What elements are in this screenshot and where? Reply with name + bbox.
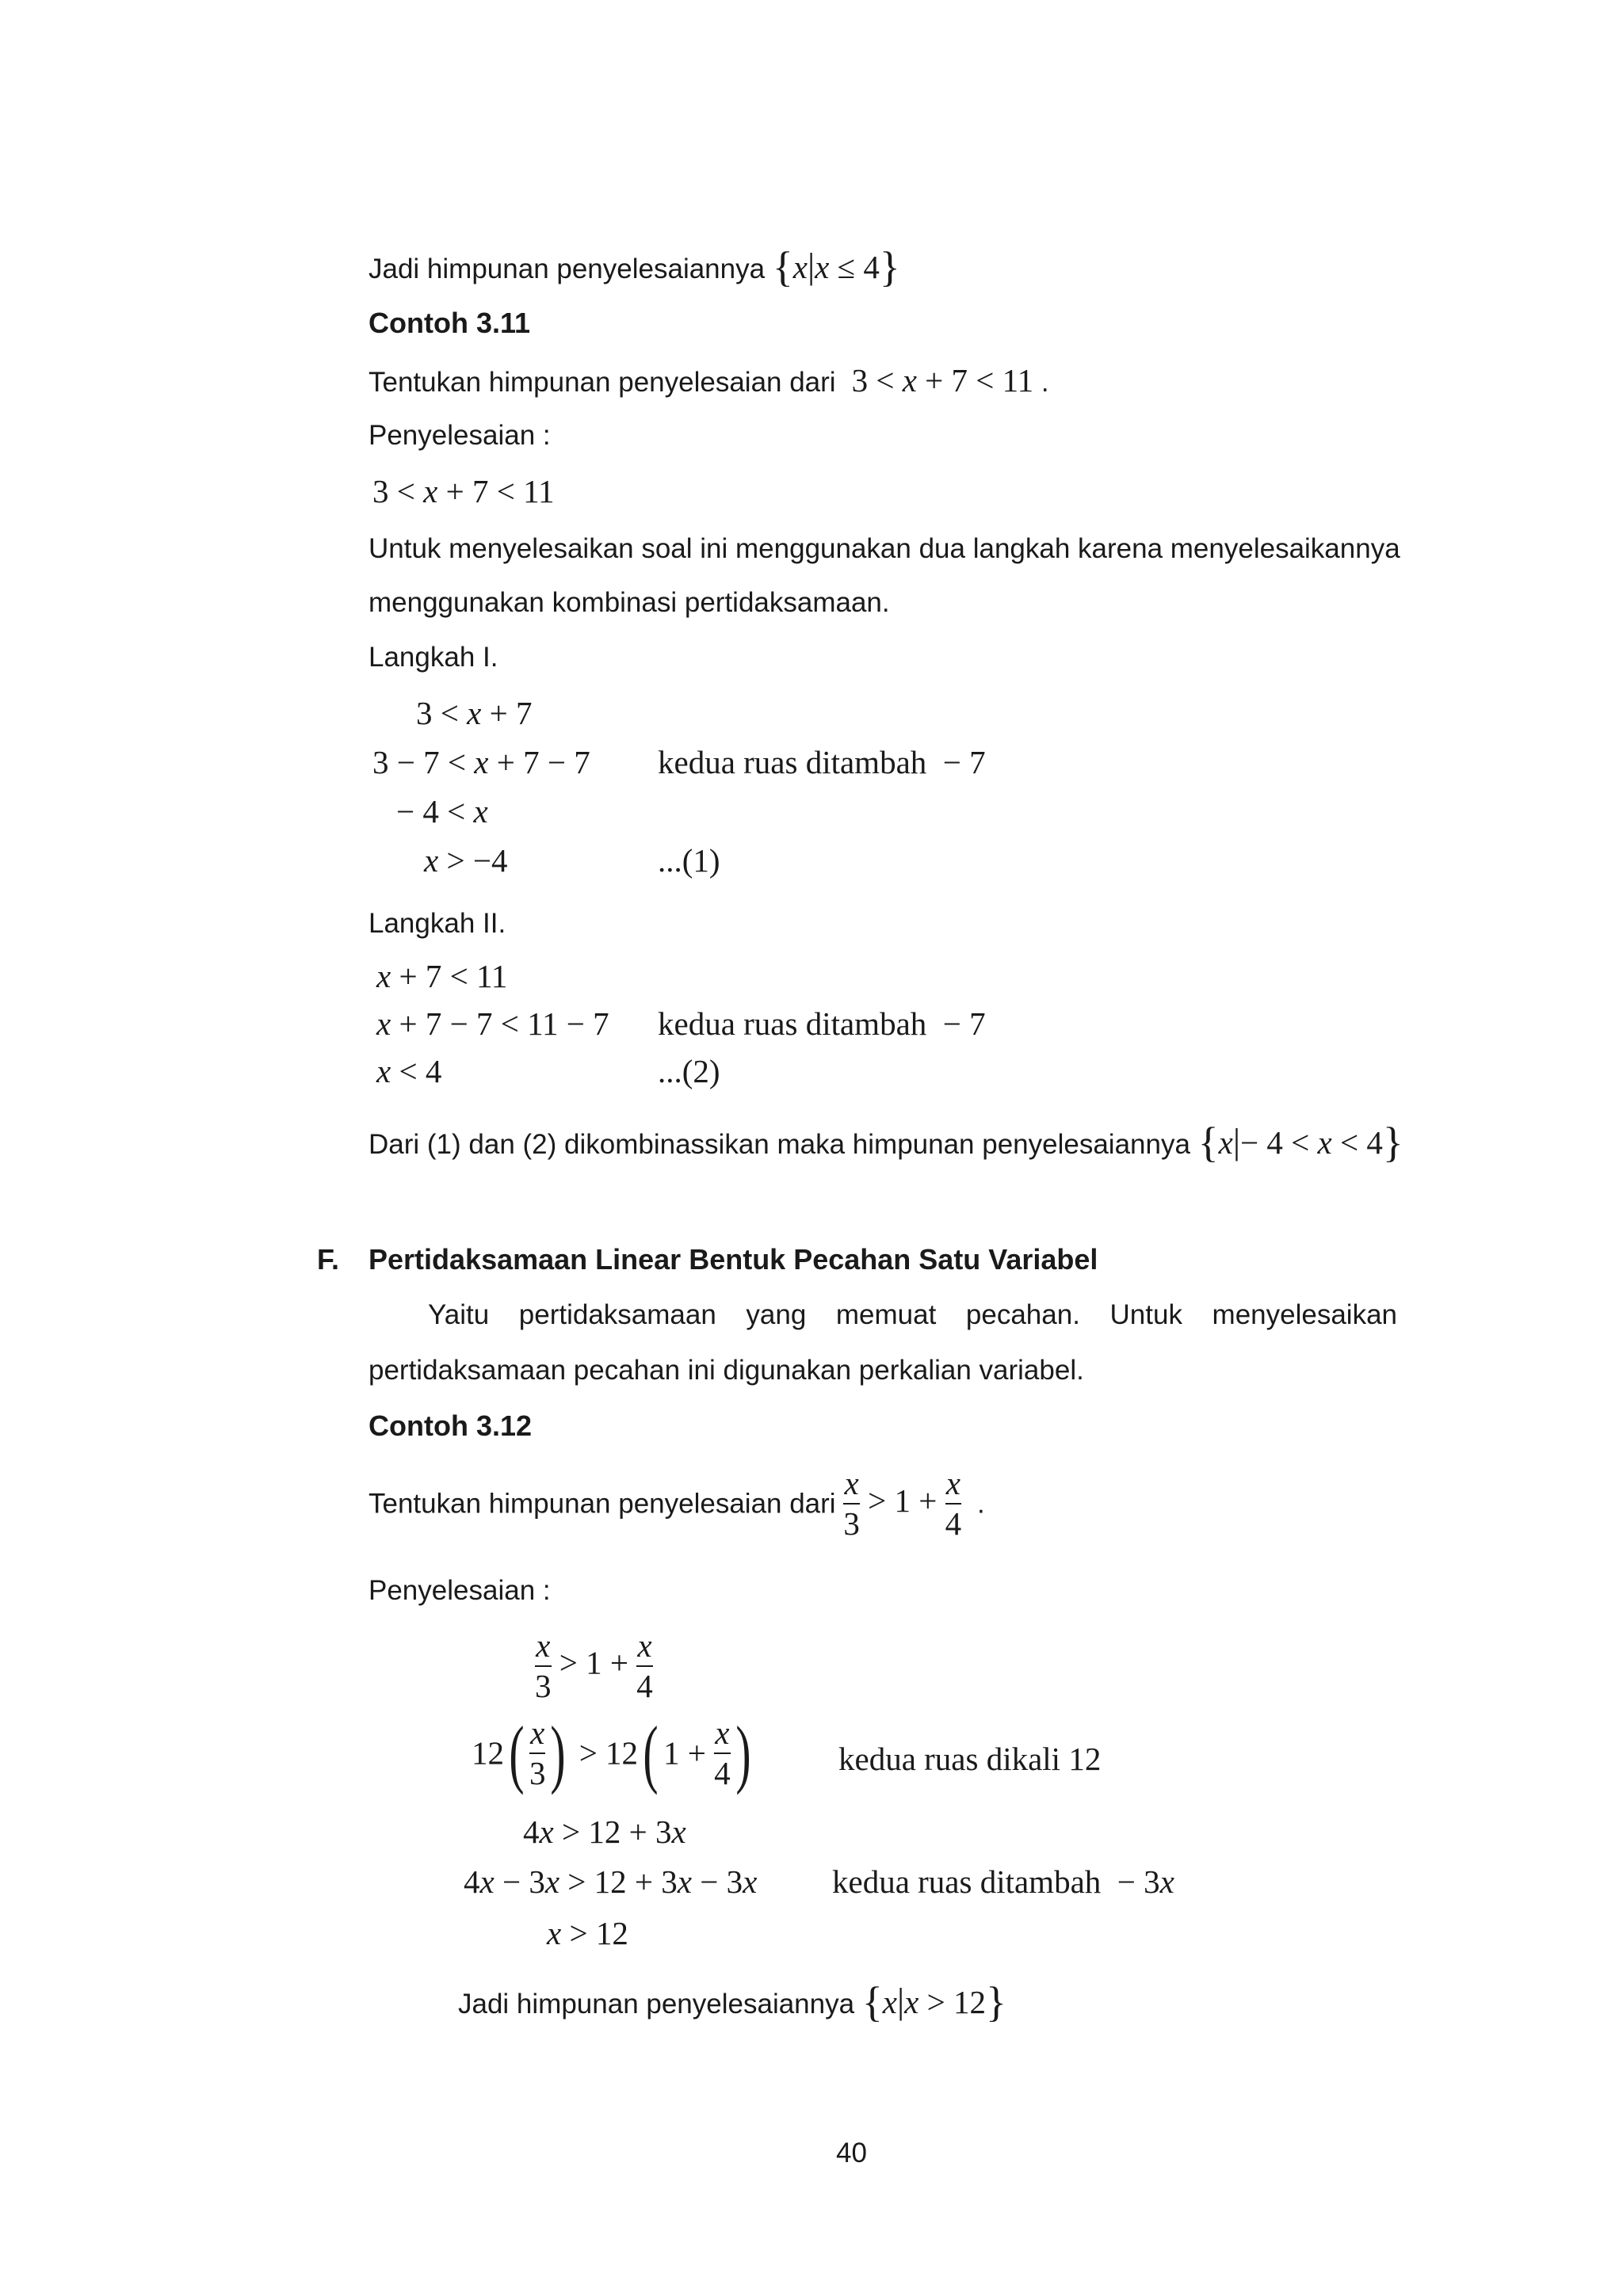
step-ref: ...(1) bbox=[658, 842, 720, 879]
inequality-line: 3 < x + 7 < 11 bbox=[372, 473, 555, 509]
example-question: Tentukan himpunan penyelesaian dari 3 < x + 7 < 11 . bbox=[369, 362, 1049, 399]
solution-label: Penyelesaian : bbox=[369, 1575, 551, 1606]
explanation-line: menggunakan kombinasi pertidaksamaan. bbox=[369, 587, 890, 618]
set-notation: {x|x ≤ 4} bbox=[772, 243, 900, 291]
step-line: 4x − 3x > 12 + 3x − 3x bbox=[464, 1863, 758, 1900]
section-paragraph: pertidaksamaan pecahan ini digunakan perkalian variabel. bbox=[369, 1355, 1084, 1386]
solution-label: Penyelesaian : bbox=[369, 420, 551, 451]
step-line: x > 12 bbox=[547, 1915, 628, 1951]
step-label: Langkah II. bbox=[369, 908, 506, 939]
step-line: x > −4 bbox=[424, 842, 508, 879]
question-inequality: $\frac{x}{3}$ > 1 + $\frac{x}{4}$ bbox=[843, 1465, 962, 1543]
step-note: kedua ruas ditambah − 7 bbox=[658, 744, 986, 780]
step-note: kedua ruas dikali 12 bbox=[838, 1741, 1102, 1777]
step-ref: ...(2) bbox=[658, 1053, 720, 1089]
step-line: 4x > 12 + 3x bbox=[523, 1814, 686, 1850]
fraction: $\frac{x}{4}$ bbox=[945, 1465, 962, 1543]
explanation-line: Untuk menyelesaikan soal ini menggunakan dua langkah karena menyelesaikannya bbox=[369, 533, 1400, 564]
set-notation: {x|− 4 < x < 4} bbox=[1197, 1119, 1403, 1166]
step-label: Langkah I. bbox=[369, 642, 498, 673]
conclusion-prev: Jadi himpunan penyelesaiannya {x|x ≤ 4} bbox=[369, 243, 900, 291]
step-line: 12( $\frac{x}{3}$ ) > 12( 1 + $\frac{x}{4}$ ) bbox=[472, 1711, 751, 1796]
example-title: Contoh 3.12 bbox=[369, 1409, 533, 1442]
example-conclusion: Dari (1) dan (2) dikombinassikan maka himpunan penyelesaiannya {x|− 4 < x < 4} bbox=[369, 1119, 1403, 1166]
fraction: $\frac{x}{3}$ bbox=[843, 1465, 860, 1543]
example-title: Contoh 3.11 bbox=[369, 307, 531, 339]
example-conclusion: Jadi himpunan penyelesaiannya {x|x > 12} bbox=[458, 1978, 1006, 2026]
step-line: x + 7 − 7 < 11 − 7 bbox=[376, 1005, 609, 1042]
example-question: Tentukan himpunan penyelesaian dari $\frac{x}{3}$ > 1 + $\frac{x}{4}$ . bbox=[369, 1465, 985, 1543]
page-number: 40 bbox=[836, 2138, 867, 2168]
question-inequality: 3 < x + 7 < 11 bbox=[843, 362, 1034, 399]
step-line: 3 < x + 7 bbox=[416, 695, 533, 731]
section-letter: F. bbox=[317, 1243, 340, 1276]
step-line: $\frac{x}{3}$ > 1 + $\frac{x}{4}$ bbox=[535, 1627, 653, 1705]
set-notation: {x|x > 12} bbox=[861, 1978, 1006, 2026]
section-paragraph: Yaitu pertidaksamaan yang memuat pecahan. Untuk menyelesaikan bbox=[428, 1299, 1397, 1330]
step-line: x + 7 < 11 bbox=[376, 958, 508, 994]
step-note: kedua ruas ditambah − 7 bbox=[658, 1005, 986, 1042]
step-note: kedua ruas ditambah − 3x bbox=[832, 1863, 1174, 1900]
step-line: − 4 < x bbox=[396, 793, 488, 830]
step-line: 3 − 7 < x + 7 − 7 bbox=[372, 744, 590, 780]
section-title: Pertidaksamaan Linear Bentuk Pecahan Satu Variabel bbox=[369, 1243, 1098, 1276]
step-line: x < 4 bbox=[376, 1053, 442, 1089]
